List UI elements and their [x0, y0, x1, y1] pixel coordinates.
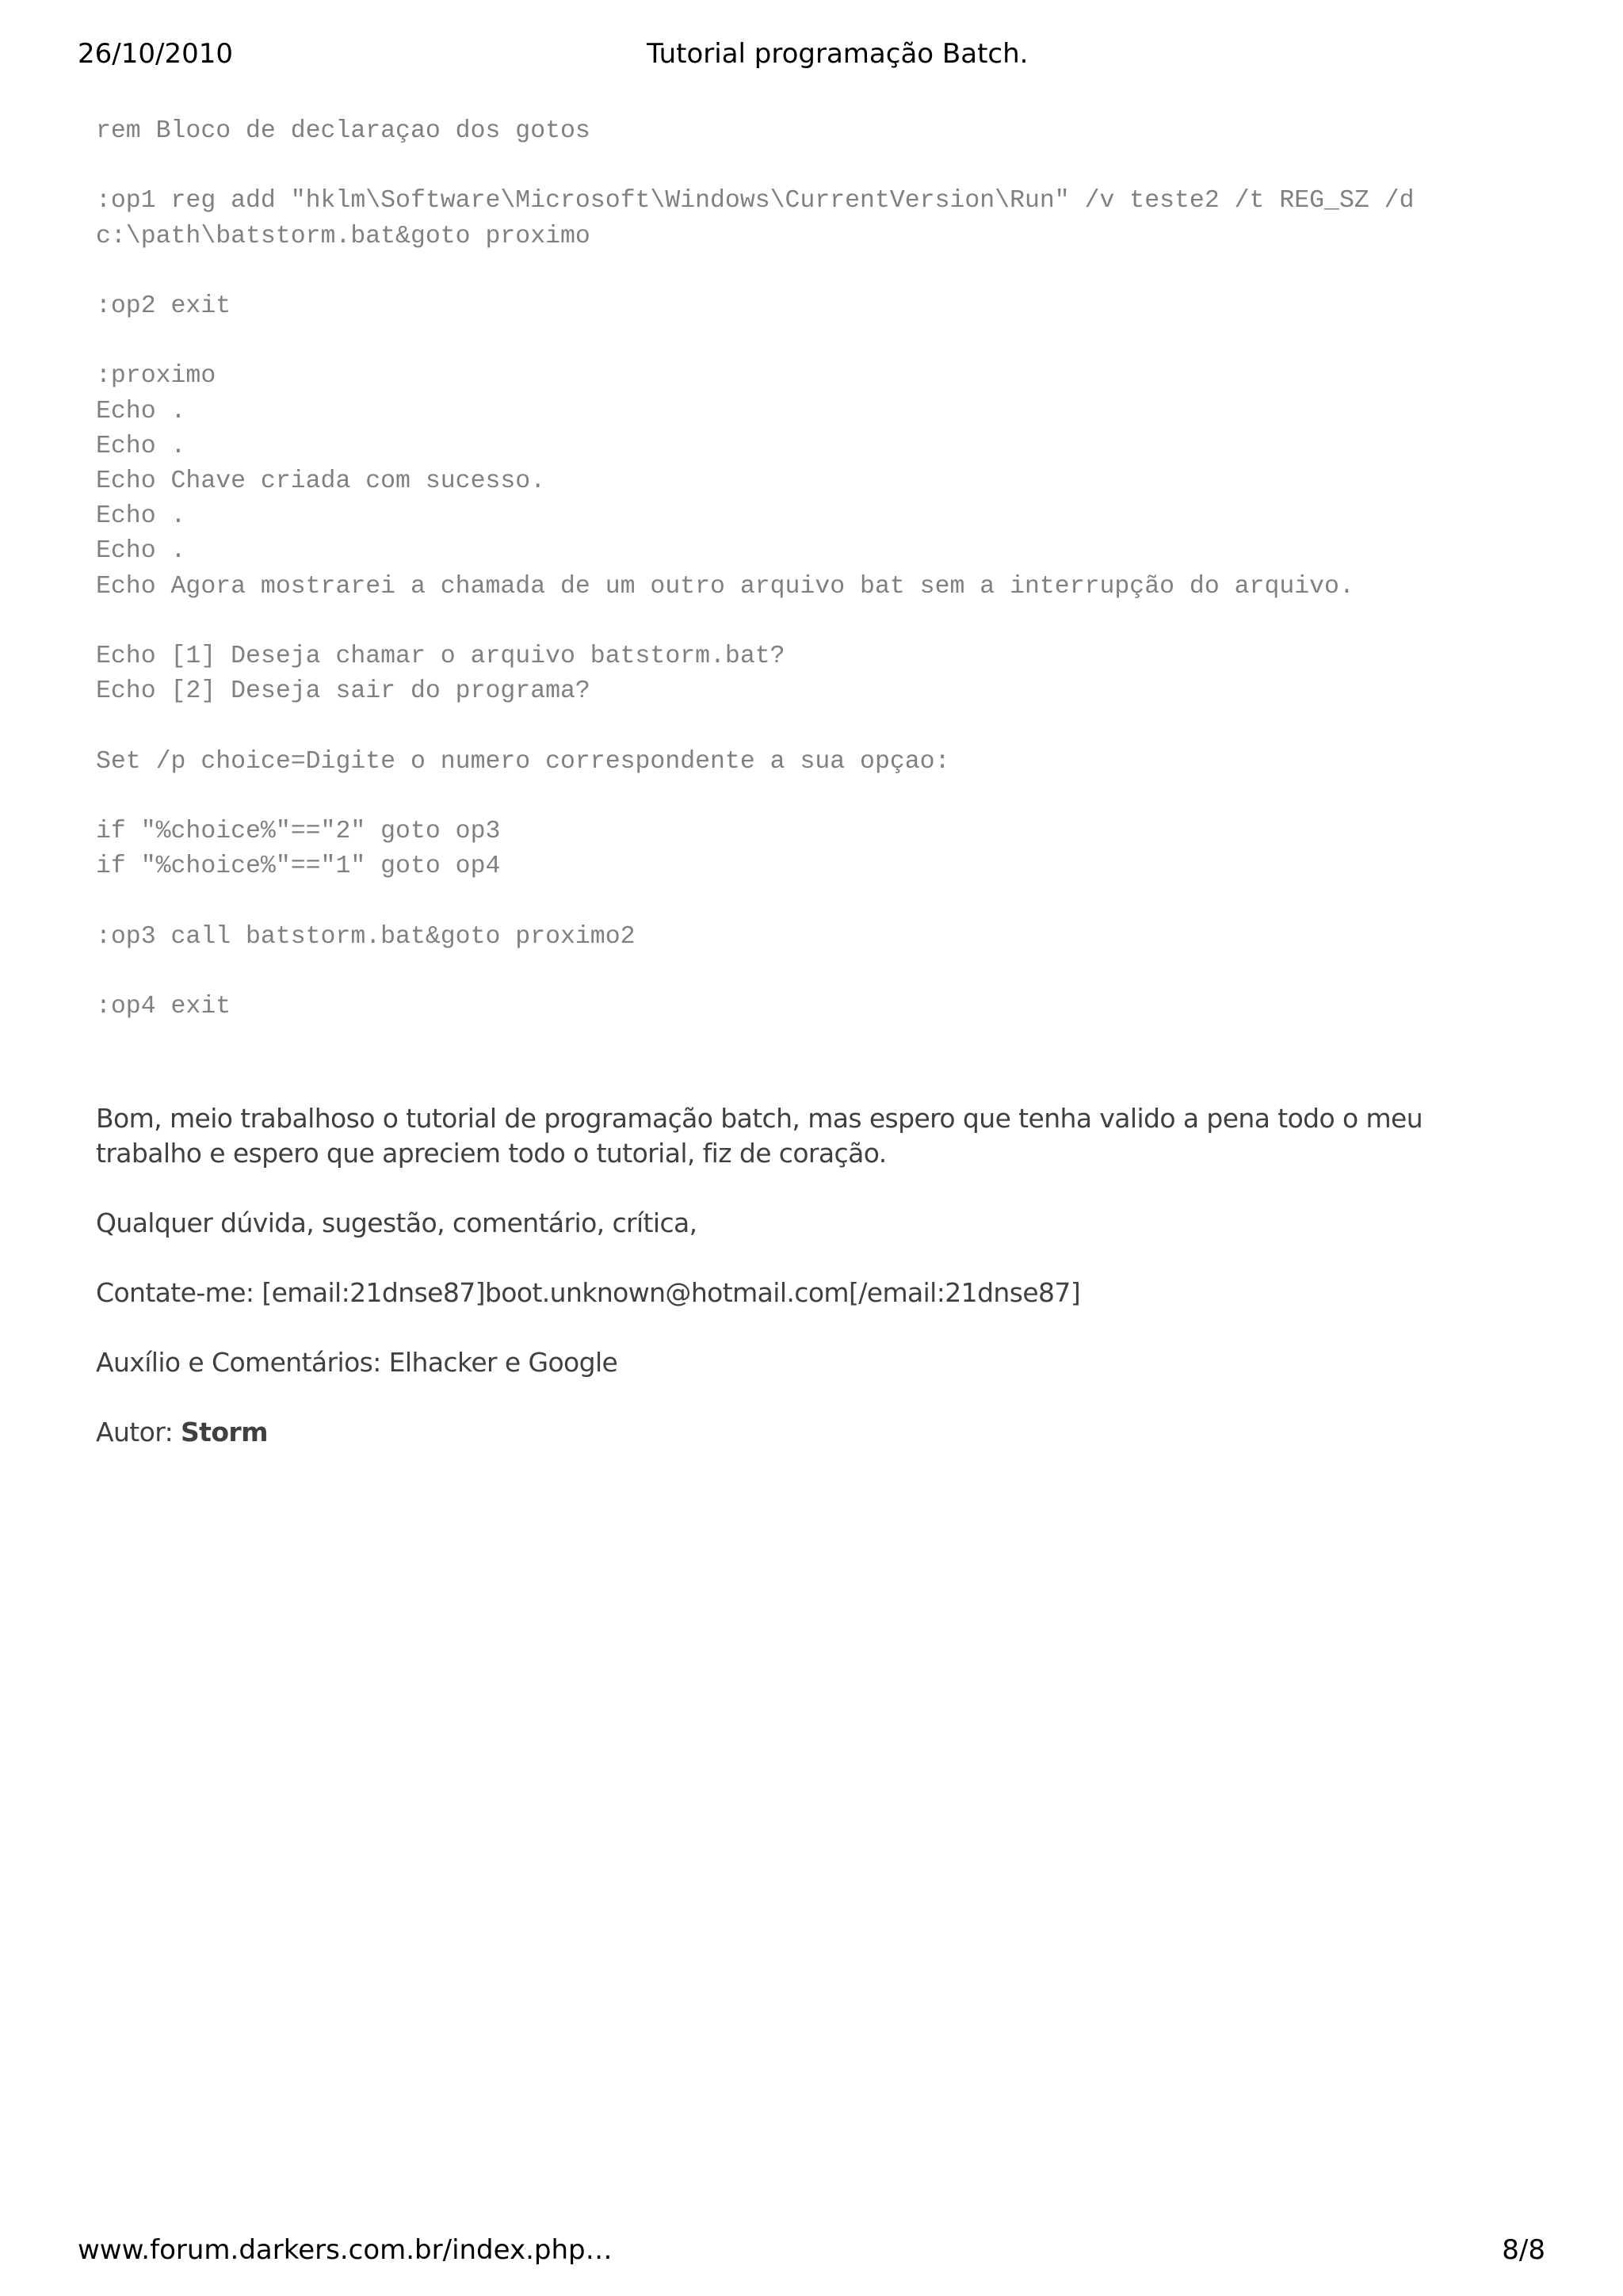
code-line: :op2 exit: [96, 292, 231, 321]
code-line: Echo Agora mostrarei a chamada de um outro arquivo bat sem a interrupção do arquivo.: [96, 572, 1354, 601]
page-number: 8/8: [1502, 2234, 1545, 2266]
code-line: :op1 reg add "hklm\Software\Microsoft\Windows\CurrentVersion\Run" /v teste2 /t REG_SZ /d: [96, 187, 1415, 215]
document-title: Tutorial programação Batch.: [647, 38, 1029, 70]
code-line: Echo .: [96, 537, 186, 566]
contact-line: Contate-me: [email:21dnse87]boot.unknown@hotmail.com[/email:21dnse87]: [96, 1277, 1081, 1308]
author-name: Storm: [181, 1417, 268, 1447]
code-line: Echo .: [96, 502, 186, 531]
code-line: Echo .: [96, 397, 186, 425]
batch-code-block: [96, 114, 1522, 1024]
code-line: c:\path\batstorm.bat&goto proximo: [96, 222, 590, 250]
print-header: [78, 38, 1545, 76]
questions-line: Qualquer dúvida, sugestão, comentário, crítica,: [96, 1207, 697, 1238]
article-body: [96, 1101, 1522, 1485]
closing-paragraph: Bom, meio trabalhoso o tutorial de programação batch, mas espero que tenha valido a pena todo o meu trabalho e espero que apreciem todo o tutorial, fiz de coração.: [96, 1103, 1423, 1169]
code-line: rem Bloco de declaraçao dos gotos: [96, 117, 590, 145]
author-label: Autor:: [96, 1417, 181, 1447]
code-line: Echo [2] Deseja sair do programa?: [96, 677, 590, 706]
code-line: :op4 exit: [96, 993, 231, 1021]
code-line: Echo Chave criada com sucesso.: [96, 467, 546, 496]
code-line: Set /p choice=Digite o numero correspondente a sua opçao:: [96, 747, 950, 776]
code-line: if "%choice%"=="2" goto op3: [96, 818, 501, 846]
print-date: 26/10/2010: [78, 38, 233, 70]
code-line: Echo [1] Deseja chamar o arquivo batstorm.bat?: [96, 643, 785, 671]
credits-line: Auxílio e Comentários: Elhacker e Google: [96, 1347, 618, 1378]
code-line: if "%choice%"=="1" goto op4: [96, 852, 501, 881]
print-footer: [78, 2234, 1545, 2272]
code-line: Echo .: [96, 432, 186, 460]
source-url: www.forum.darkers.com.br/index.php…: [78, 2234, 613, 2266]
code-line: :op3 call batstorm.bat&goto proximo2: [96, 922, 636, 951]
code-line: :proximo: [96, 362, 216, 391]
author-line: [96, 1415, 1522, 1450]
